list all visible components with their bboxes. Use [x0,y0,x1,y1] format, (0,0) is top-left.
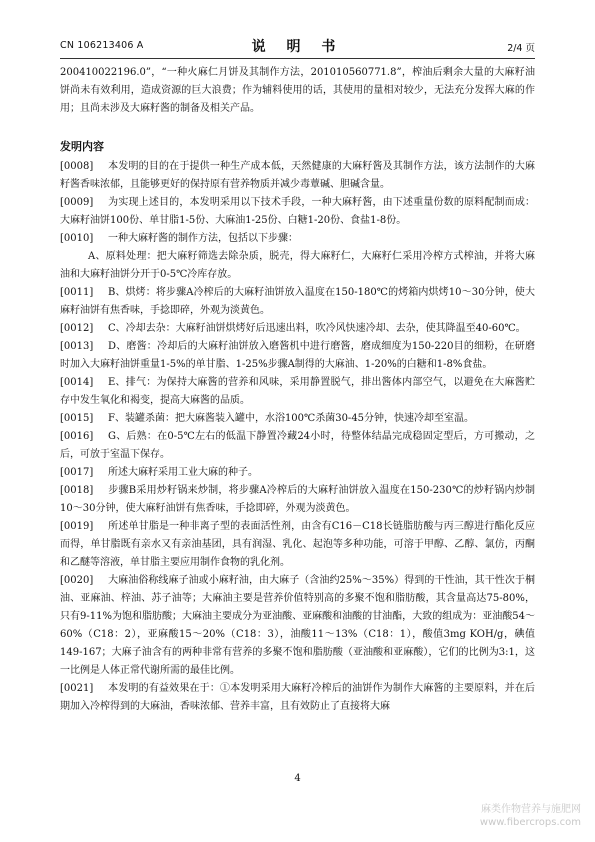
paragraph [60,284,535,320]
paragraph-number: [0009] [60,197,94,208]
paragraph [60,230,535,248]
paragraph-number: [0021] [60,683,94,694]
paragraph-text: E、排气：为保持大麻酱的营养和风味，采用静置脱气，排出酱体内部空气，以避免在大麻酱贮存中发生氧化和褐变，提高大麻酱的品质。 [60,377,535,406]
paragraph [60,572,535,680]
section-heading: 发明内容 [60,140,104,153]
paragraph [60,518,535,572]
paragraph-number: [0010] [60,233,94,244]
paragraph-list [60,158,535,716]
document-number: CN 106213406 A [60,40,144,51]
watermark-title: 麻类作物营养与施肥网 [481,804,581,815]
paragraph-text: 所述单甘脂是一种非离子型的表面活性剂，由含有C16－C18长链脂肪酸与丙三醇进行酯化反应而得，单甘脂既有亲水又有亲油基团，具有润湿、乳化、起泡等多种功能，可溶于甲醇、乙醇、氯仿，丙酮和乙醚等溶液，单甘脂主要应用制作食物的乳化剂。 [60,521,535,568]
paragraph [60,194,535,230]
paragraph-number: [0018] [60,485,94,496]
paragraph [60,410,535,428]
paragraph-number: [0015] [60,413,94,424]
paragraph-text: 本发明的目的在于提供一种生产成本低，天然健康的大麻籽酱及其制作方法，该方法制作的大麻籽酱香味浓郁，且能够更好的保持原有营养物质并减少毒蕈碱、胆碱含量。 [60,161,535,190]
intro-paragraph: 200410022196.0”，“一种火麻仁月饼及其制作方法，201010560771.8”，榨油后剩余大量的大麻籽油饼尚未有效利用，造成资源的巨大浪费；作为辅料使用的话，其使用的量相对较少，无法充分发挥大麻的作用；且尚未涉及大麻籽酱的制备及相关产品。 [60,67,535,114]
paragraph-text: F、装罐杀菌：把大麻酱装入罐中，水浴100℃杀菌30-45分钟，快速冷却至室温。 [108,413,475,424]
paragraph-text: 一种大麻籽酱的制作方法，包括以下步骤： [108,233,298,244]
paragraph-number: [0011] [60,287,94,298]
page-indicator: 2/4 页 [507,43,535,54]
page-header [60,38,535,58]
paragraph-text: D、磨酱：冷却后的大麻籽油饼放入磨酱机中进行磨酱，磨成细度为150-220目的细粉，在研磨时加入大麻籽油饼重量1-5%的单甘脂、1-25%步骤A制得的大麻油、1-20%的白糖和1-8%食盐。 [60,341,535,370]
paragraph-text: G、后熟：在0-5℃左右的低温下静置冷藏24小时，待整体结晶完成稳固定型后，方可搬动，之后，可放于室温下保存。 [60,431,535,460]
paragraph [60,464,535,482]
paragraph-number: [0016] [60,431,94,442]
document-title: 说 明 书 [251,39,344,55]
paragraph-text: 大麻油俗称线麻子油或小麻籽油，由大麻子（含油约25%～35%）得到的干性油，其干性次于桐油、亚麻油、梓油、苏子油等；大麻油主要是营养价值特别高的多聚不饱和脂肪酸，其含量高达75-80%，只有9-11%为饱和脂肪酸；大麻油主要成分为亚油酸、亚麻酸和油酸的甘油酯，大致的组成为：亚油酸54～60%（C18：2），亚麻酸15～20%（C18：3），油酸11～13%（C18：1），酸值3mg KOH/g，碘值149-167；大麻子油含有的两种非常有营养的多聚不饱和脂肪酸（亚油酸和亚麻酸），它们的比例为3:1，这一比例是人体正常代谢所需的最佳比例。 [60,575,535,676]
paragraph [60,158,535,194]
paragraph-subitem: A、原料处理：把大麻籽筛选去除杂质，脱壳，得大麻籽仁，大麻籽仁采用冷榨方式榨油，并将大麻油和大麻籽油饼分开于0-5℃冷库存放。 [60,251,535,280]
paragraph-number: [0019] [60,521,94,532]
paragraph-text: 本发明的有益效果在于：①本发明采用大麻籽冷榨后的油饼作为制作大麻酱的主要原料，并在后期加入冷榨得到的大麻油，香味浓郁、营养丰富，且有效防止了直接将大麻 [60,683,535,712]
paragraph-text: 所述大麻籽采用工业大麻的种子。 [108,467,258,478]
paragraph-number: [0014] [60,377,94,388]
paragraph [60,428,535,464]
watermark [480,803,581,829]
paragraph-number: [0017] [60,467,94,478]
document-body [60,64,535,716]
paragraph-text: 为实现上述目的，本发明采用以下技术手段，一种大麻籽酱，由下述重量份数的原料配制而成：大麻籽油饼100份、单甘脂1-5份、大麻油1-25份、白糖1-20份、食盐1-8份。 [60,197,535,226]
paragraph-number: [0013] [60,341,94,352]
page-number: 4 [294,773,301,784]
paragraph-text: 步骤B采用炒籽锅来炒制，将步骤A冷榨后的大麻籽油饼放入温度在150-230℃的炒籽锅内炒制10～30分钟，使大麻籽油饼有焦香味，手捻即碎，外观为淡黄色。 [60,485,535,514]
paragraph [60,320,535,338]
paragraph [60,482,535,518]
header-divider [60,58,535,59]
paragraph-number: [0008] [60,161,94,172]
paragraph [60,680,535,716]
paragraph-number: [0020] [60,575,94,586]
paragraph-text: B、烘烤：将步骤A冷榨后的大麻籽油饼放入温度在150-180℃的烤箱内烘烤10～30分钟，使大麻籽油饼有焦香味，手捻即碎，外观为淡黄色。 [60,287,535,316]
paragraph-text: C、冷却去杂：大麻籽油饼烘烤好后迅速出料，吹冷风快速冷却、去杂，使其降温至40-60℃。 [108,323,526,334]
watermark-url: www.fibercrops.com [479,817,581,828]
paragraph [60,338,535,374]
paragraph [60,374,535,410]
paragraph-number: [0012] [60,323,94,334]
